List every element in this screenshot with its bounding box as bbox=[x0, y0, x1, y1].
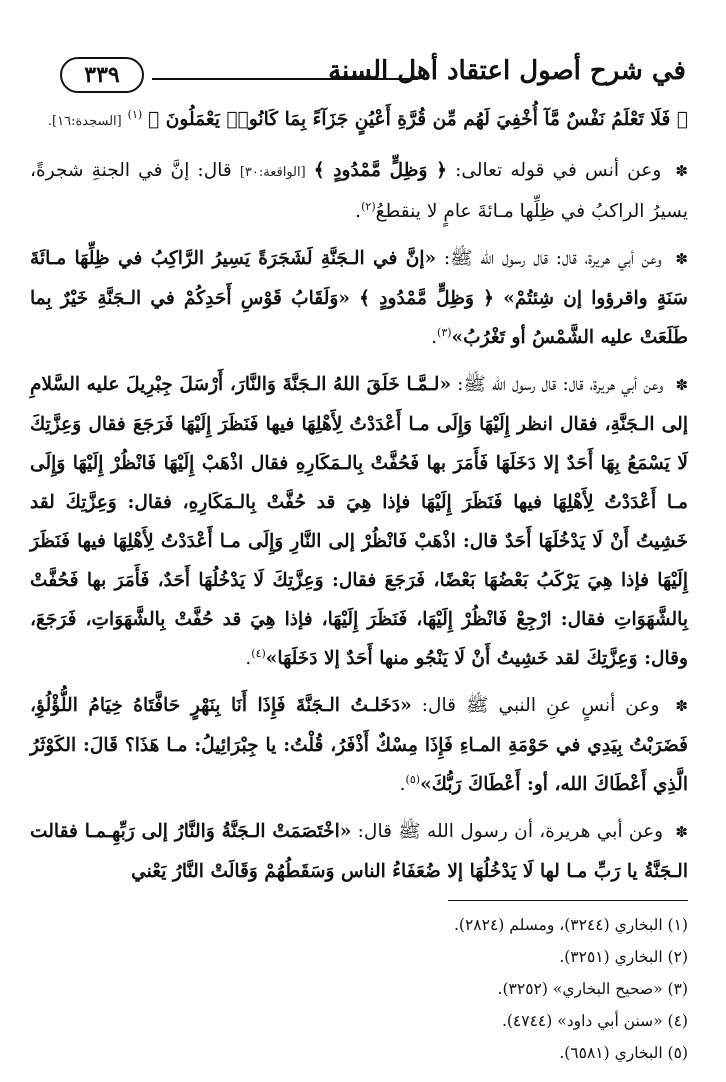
header-rule bbox=[152, 78, 418, 80]
verse-reference: [السجدة:١٦]. bbox=[47, 114, 122, 129]
paragraph-hadith-tree: ✽ وعن أبي هريرة، قال: قال رسول الله ﷺ: «إنَّ في الـجَنَّةِ لَشَجَرَةً يَسِيرُ الرَّاكِبُ في ظِلِّهَا مـائَةَ سَنَةٍ واقرؤوا إن شِئتُمْ» ﴿ وَظِلٍّ مَّمْدُودٍ ﴾ «وَلَقَابُ قَوْسِ أَحَدِكُمْ في الـجَنَّةِ خَيْرٌ بِما طَلَعَتْ عليه الشَّمْسُ أو تَغْرُبُ»$^{(٣)}$. bbox=[30, 248, 688, 348]
bullet-icon: ✽ bbox=[675, 823, 688, 841]
verse-reference: [الواقعة:٣٠] bbox=[239, 165, 306, 180]
bullet-icon: ✽ bbox=[675, 376, 689, 394]
paragraph-hadith-creation: ✽ وعن أبي هريرة، قال: قال رسول الله ﷺ: «لـمَّـا خَلَقَ اللهُ الـجَنَّةَ وَالنَّارَ، أَرْسَلَ جِبْرِيلَ عليه السَّلامِ إلى الـجَنَّةِ، فقال انظر إِلَيْهَا وَإِلَى مـا أَعْدَدْتُ لِأَهْلِهَا فيها فَنَظَرَ إِلَيْهَا فَرَجَعَ فقال وَعِزَّتِكَ لَا يَسْمَعُ بِهَا أَحَدٌ إلا دَخَلَهَا فَأَمَرَ بها فَحُفَّتْ بِالـمَكَارِهِ فقال اذْهَبْ إِلَيْهَا فَانْظُرْ إِلَيْهَا وَإِلَى مـا أَعْدَدْتُ لِأَهْلِهَا فيها فَنَظَرَ إِلَيْهَا فإذا هِيَ قد حُفَّتْ بِالـمَكَارِهِ، فقال: وَعِزَّتِكَ لقد خَشِيتُ أَنْ لَا يَدْخُلَهَا أَحَدٌ قال: اذْهَبْ فَانْظُرْ إلى النَّارِ وَإِلَى مـا أَعْدَدْتُ لِأَهْلِهَا فيها فَنَظَرَ إِلَيْهَا فإذا هِيَ يَرْكَبُ بَعْضُهَا بَعْضًا، فَرَجَعَ فقال: وَعِزَّتِكَ لَا يَدْخُلُهَا أَحَدٌ، فَأَمَرَ بها فَحُفَّتْ بِالشَّهَوَاتِ فقال: ارْجِعْ فَانْظُرْ إِلَيْهَا، فَنَظَرَ إِلَيْهَا، فإذا هِيَ قد حُفَّتْ بِالشَّهَوَاتِ، فَرَجَعَ، وقال: وَعِزَّتِكَ لقد خَشِيتُ أَنْ لَا يَنْجُو منها أَحَدٌ إلا دَخَلَهَا»$^{(٤)}$. bbox=[30, 374, 689, 669]
footnote-marker: (٤) bbox=[251, 646, 266, 660]
footnote-marker: (٢) bbox=[361, 199, 376, 213]
verse-quote: ﴿ وَظِلٍّ مَّمْدُودٍ ﴾ bbox=[313, 160, 447, 181]
footnote-item: (١) البخاري (٣٢٤٤)، ومسلم (٢٨٢٤). bbox=[453, 916, 688, 934]
intro-text: وعن أبي هريرة، قال: قال رسول الله ﷺ: bbox=[443, 248, 662, 269]
verse-quote: ﴿ فَلَا تَعْلَمُ نَفْسٌ مَّآ أُخْفِيَ لَهُم مِّن قُرَّةِ أَعْيُنٍ جَزَآءً بِمَا كَانُوا۟ يَعْمَلُونَ ﴾ bbox=[148, 109, 688, 130]
hadith-text: «اخْتَصَمَتْ الـجَنَّةُ وَالنَّارُ إلى رَبِّهِـمـا فقالت الـجَنَّةُ يا رَبِّ مـا لها لَا يَدْخُلُهَا إلا ضُعَفَاءُ الناس وَسَقَطُهُمْ وَقَالَتْ النَّارُ يَعْني bbox=[30, 821, 688, 882]
hadith-text: «إنَّ في الـجَنَّةِ لَشَجَرَةً يَسِيرُ الرَّاكِبُ في ظِلِّهَا مـائَةَ سَنَةٍ واقرؤوا إن شِئتُمْ» ﴿ وَظِلٍّ مَّمْدُودٍ ﴾ «وَلَقَابُ قَوْسِ أَحَدِكُمْ في الـجَنَّةِ خَيْرٌ بِما طَلَعَتْ عليه الشَّمْسُ أو تَغْرُبُ» bbox=[30, 248, 688, 348]
footnote-rule bbox=[448, 900, 688, 901]
paragraph-hadith-dispute bbox=[30, 812, 688, 891]
bullet-icon: ✽ bbox=[675, 250, 688, 268]
hadith-text: «لـمَّـا خَلَقَ اللهُ الـجَنَّةَ وَالنَّارَ، أَرْسَلَ جِبْرِيلَ عليه السَّلامِ إلى الـجَنَّةِ، فقال انظر إِلَيْهَا وَإِلَى مـا أَعْدَدْتُ لِأَهْلِهَا فيها فَنَظَرَ إِلَيْهَا فَرَجَعَ فقال وَعِزَّتِكَ لَا يَسْمَعُ بِهَا أَحَدٌ إلا دَخَلَهَا فَأَمَرَ بها فَحُفَّتْ بِالـمَكَارِهِ فقال اذْهَبْ إِلَيْهَا فَانْظُرْ إِلَيْهَا وَإِلَى مـا أَعْدَدْتُ لِأَهْلِهَا فيها فَنَظَرَ إِلَيْهَا فإذا هِيَ قد حُفَّتْ بِالـمَكَارِهِ، فقال: وَعِزَّتِكَ لقد خَشِيتُ أَنْ لَا يَدْخُلَهَا أَحَدٌ قال: اذْهَبْ فَانْظُرْ إلى النَّارِ وَإِلَى مـا أَعْدَدْتُ لِأَهْلِهَا فيها فَنَظَرَ إِلَيْهَا فإذا هِيَ يَرْكَبُ بَعْضُهَا بَعْضًا، فَرَجَعَ فقال: وَعِزَّتِكَ لَا يَدْخُلُهَا أَحَدٌ، فَأَمَرَ بها فَحُفَّتْ بِالشَّهَوَاتِ فقال: ارْجِعْ فَانْظُرْ إِلَيْهَا، فَنَظَرَ إِلَيْهَا، فإذا هِيَ قد حُفَّتْ بِالشَّهَوَاتِ، فَرَجَعَ، وقال: وَعِزَّتِكَ لقد خَشِيتُ أَنْ لَا يَنْجُو منها أَحَدٌ إلا دَخَلَهَا» bbox=[30, 374, 688, 669]
footnotes bbox=[60, 900, 688, 1069]
paragraph-anas-shade: ✽ وعن أنس في قوله تعالى: ﴿ وَظِلٍّ مَّمْدُودٍ ﴾ [الواقعة:٣٠] قال: إنَّ في الجنةِ شجرةً، يسيرُ الراكبُ في ظِلِّها مـائةَ عامٍ لا ينقطعُ$^{(٢)}$. bbox=[30, 160, 688, 222]
page-number: ٣٣٩ bbox=[60, 57, 144, 93]
page-body bbox=[30, 100, 688, 899]
footnote-marker: (٣) bbox=[437, 325, 452, 339]
footnote-item: (٢) البخاري (٣٢٥١). bbox=[559, 948, 688, 966]
intro-text: وعن أبي هريرة، قال: قال رسول الله ﷺ: bbox=[457, 374, 664, 395]
bullet-icon: ✽ bbox=[675, 697, 688, 715]
running-title: في شرح أصول اعتقاد أهل السنة bbox=[328, 56, 686, 86]
intro-text: وعن أنس في قوله تعالى: bbox=[455, 160, 662, 181]
bullet-icon: ✽ bbox=[675, 162, 688, 180]
body-text: قال: إنَّ في الجنةِ شجرةً، يسيرُ الراكبُ في ظِلِّها مـائةَ عامٍ لا ينقطعُ bbox=[30, 160, 688, 222]
hadith-text: «دَخَلـتُ الـجَنَّةَ فَإِذَا أَنَا بِنَهْرٍ حَافَّتَاهُ خِيَامُ اللُّؤْلُؤِ، فَضَرَبْتُ بِيَدِي في حَوْمَةِ المـاءِ فَإِذَا مِسْكٌ أَذْفَرُ، قُلْتُ: يا جِبْرَائِيلُ: مـا هَذَا؟ قَالَ: الكَوْثَرُ الَّذِي أَعْطَاكَ الله، أو: أَعْطَاكَ رَبُّكَ» bbox=[30, 695, 688, 795]
footnote-marker: (٥) bbox=[405, 772, 421, 786]
paragraph-hadith-kawthar: ✽ وعن أنسٍ عنِ النبي ﷺ قال: «دَخَلـتُ الـجَنَّةَ فَإِذَا أَنَا بِنَهْرٍ حَافَّتَاهُ خِيَامُ اللُّؤْلُؤِ، فَضَرَبْتُ بِيَدِي في حَوْمَةِ المـاءِ فَإِذَا مِسْكٌ أَذْفَرُ، قُلْتُ: يا جِبْرَائِيلُ: مـا هَذَا؟ قَالَ: الكَوْثَرُ الَّذِي أَعْطَاكَ الله، أو: أَعْطَاكَ رَبُّكَ»$^{(٥)}$. bbox=[30, 695, 688, 795]
intro-text: وعن أنسٍ عنِ النبي ﷺ قال: bbox=[421, 695, 660, 716]
paragraph-quran-verse bbox=[30, 100, 688, 141]
footnote-item: (٣) «صحيح البخاري» (٣٢٥٢). bbox=[497, 980, 688, 998]
page-header bbox=[60, 56, 686, 98]
footnote-item: (٥) البخاري (٦٥٨١). bbox=[559, 1044, 688, 1062]
footnote-item: (٤) «سنن أبي داود» (٤٧٤٤). bbox=[501, 1012, 688, 1030]
intro-text: وعن أبي هريرة، أن رسول الله ﷺ قال: bbox=[357, 821, 664, 842]
footnote-marker: (١) bbox=[127, 107, 143, 121]
